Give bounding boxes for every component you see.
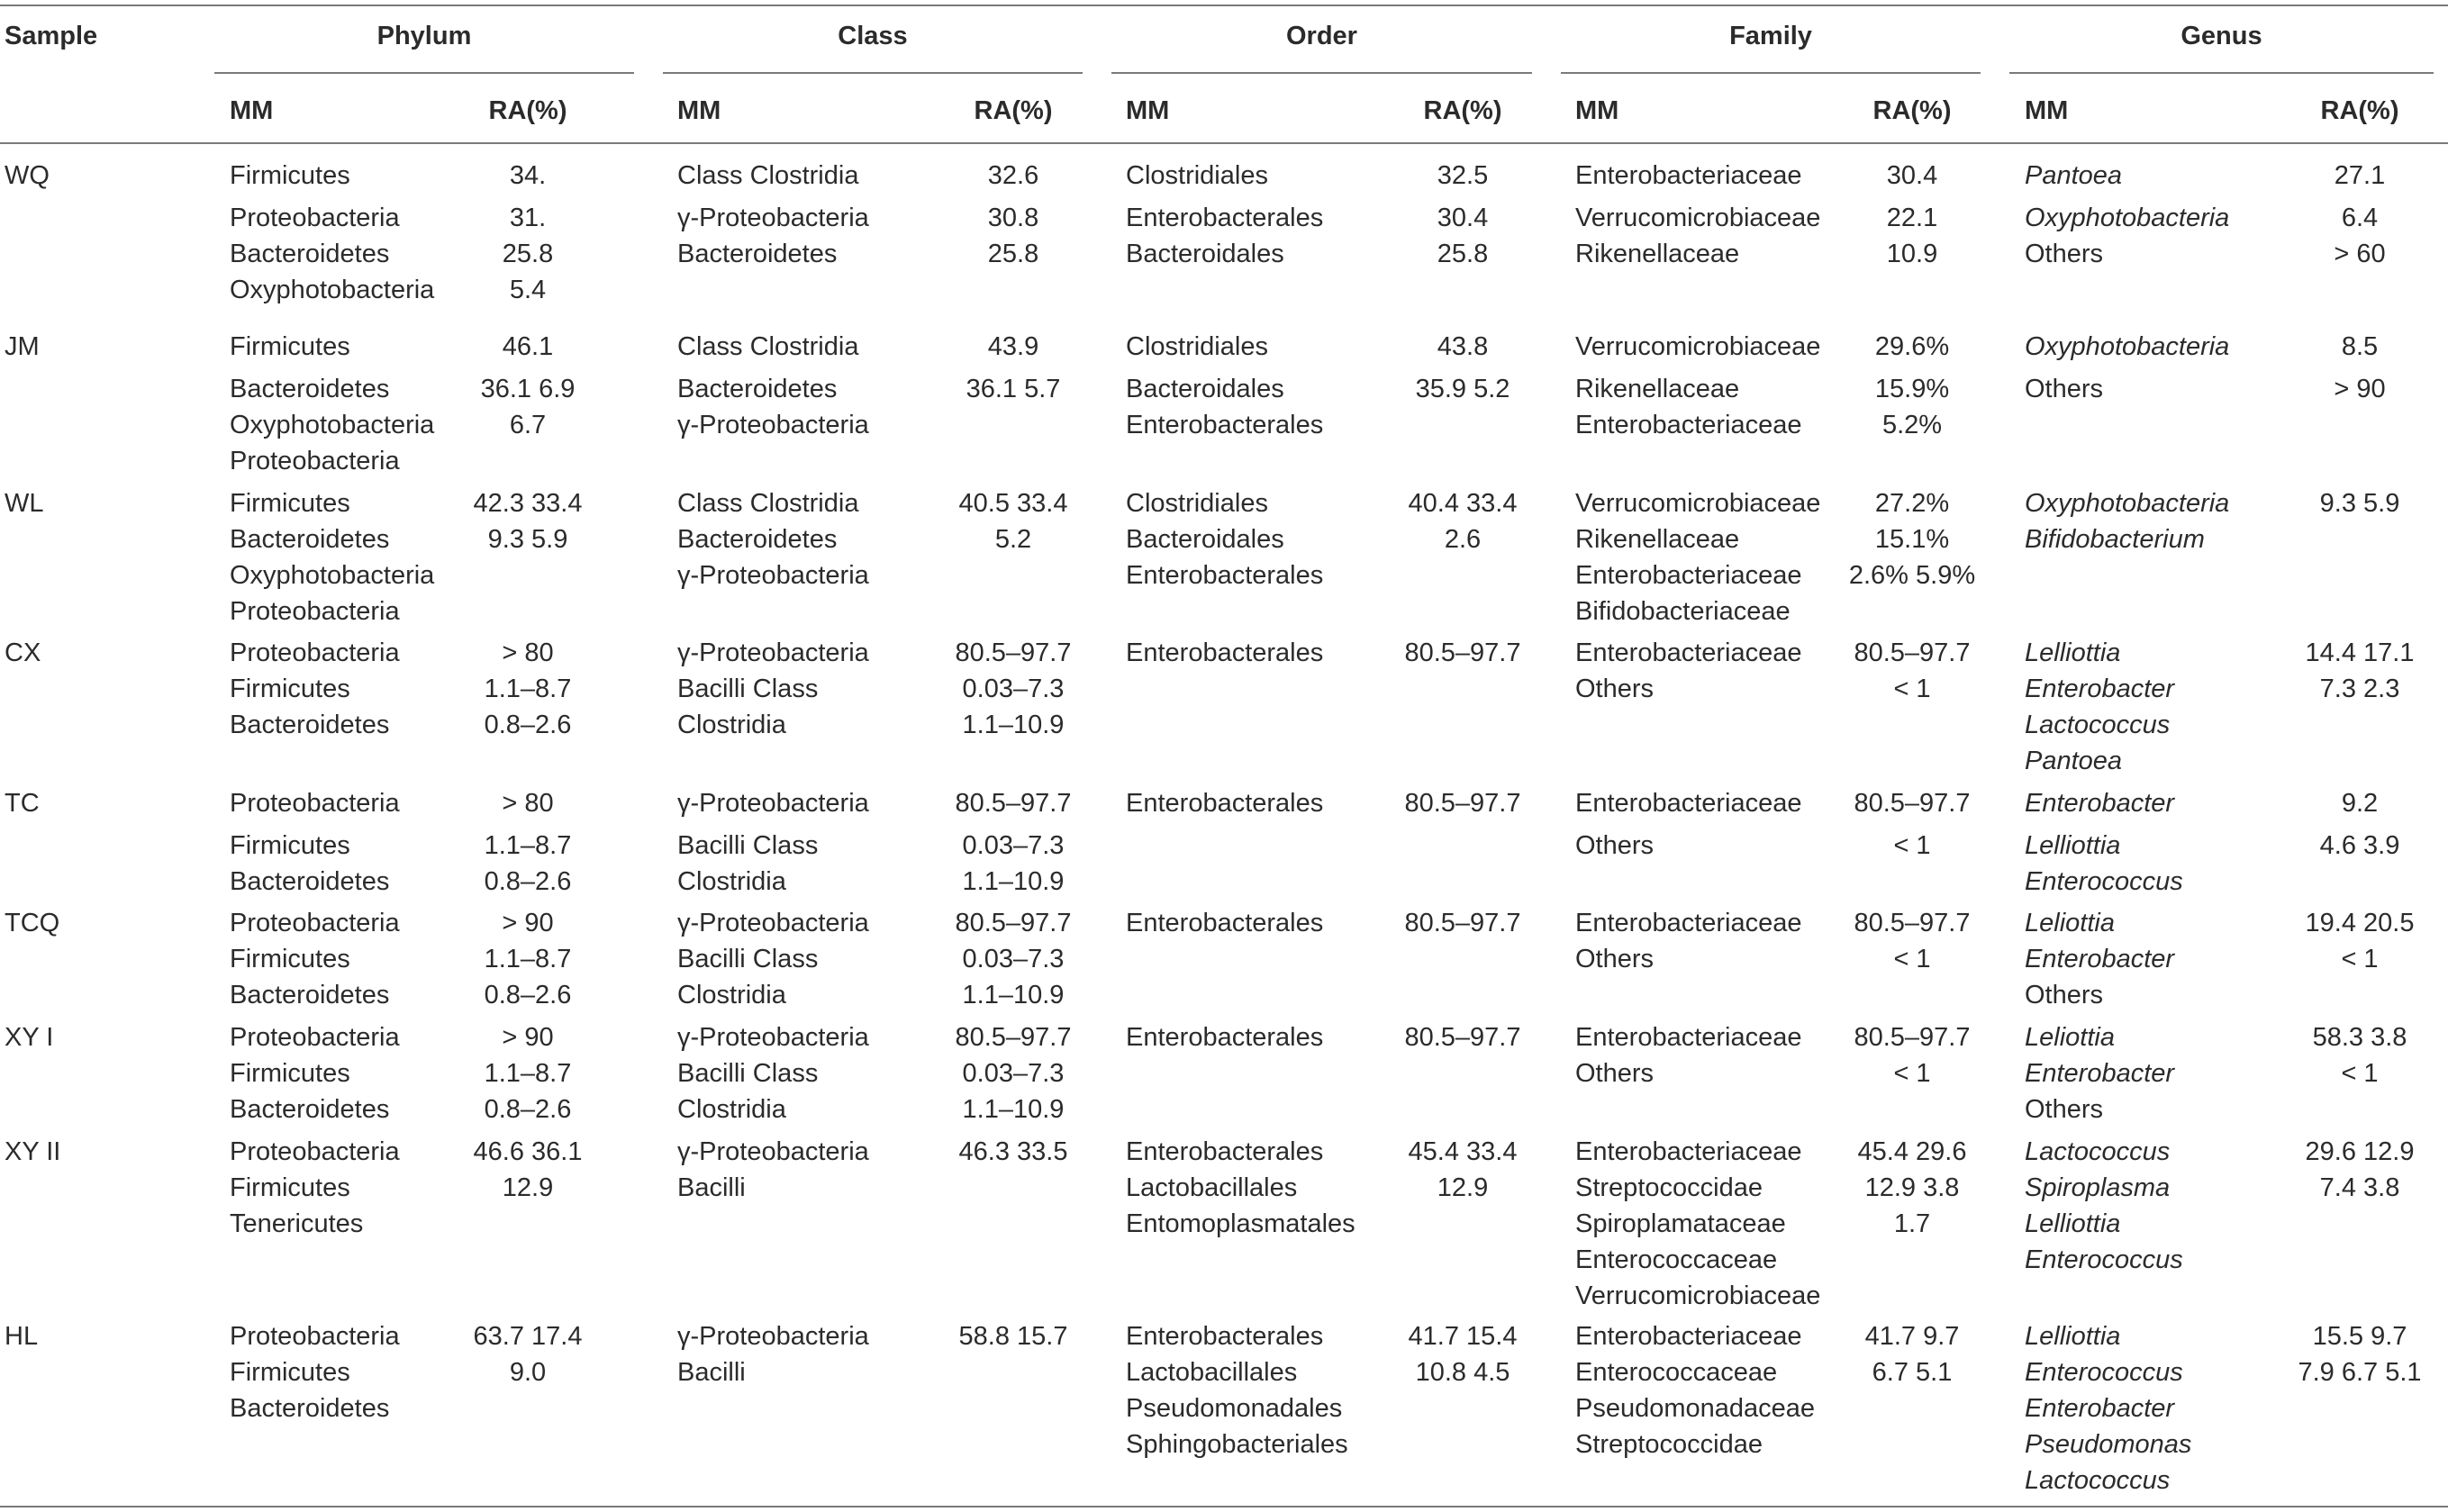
relative-abundance: 10.9	[1886, 240, 1938, 268]
taxon-name: Enterococcaceae	[1575, 1358, 1778, 1387]
taxon-name: Others	[1575, 1059, 1655, 1088]
relative-abundance: 80.5–97.7	[955, 638, 1072, 667]
taxon-name: Oxyphotobacteria	[230, 411, 435, 439]
taxon-name: Streptococcidae	[1575, 1173, 1763, 1202]
level-header: Class	[838, 22, 908, 50]
taxon-name: γ-Proteobacteria	[677, 411, 869, 439]
taxon-name: Firmicutes	[230, 161, 350, 190]
relative-abundance: > 90	[502, 1023, 554, 1052]
taxon-name: Clostridia	[677, 981, 786, 1010]
relative-abundance: 1.7	[1893, 1209, 1931, 1238]
taxon-name: Enterococcus	[2025, 867, 2183, 896]
relative-abundance: 9.3 5.9	[487, 525, 568, 554]
taxon-name: Enterobacter	[2025, 675, 2175, 703]
relative-abundance: 1.1–10.9	[962, 711, 1065, 739]
taxon-name: Leliottia	[2025, 1023, 2115, 1052]
relative-abundance: 80.5–97.7	[1404, 1023, 1521, 1052]
relative-abundance: 63.7 17.4	[473, 1322, 583, 1351]
taxon-name: Proteobacteria	[230, 638, 400, 667]
taxon-name: Others	[1575, 675, 1655, 703]
relative-abundance: 0.8–2.6	[484, 981, 572, 1010]
taxon-name: Bacteroidetes	[230, 375, 390, 403]
taxon-name: Others	[2025, 375, 2104, 403]
taxon-name: Firmicutes	[230, 1173, 350, 1202]
relative-abundance: 25.8	[987, 240, 1039, 268]
relative-abundance: 80.5–97.7	[955, 909, 1072, 937]
relative-abundance: 58.8 15.7	[958, 1322, 1068, 1351]
relative-abundance: 1.1–8.7	[484, 675, 572, 703]
relative-abundance: 1.1–8.7	[484, 831, 572, 860]
taxon-name: Bacilli Class	[677, 675, 819, 703]
taxon-name: Bacilli Class	[677, 831, 819, 860]
sample-label: WL	[5, 489, 44, 518]
taxon-name: Bacteroidetes	[230, 711, 390, 739]
taxon-name: Class Clostridia	[677, 161, 859, 190]
taxon-name: Enterobacteriaceae	[1575, 638, 1802, 667]
relative-abundance: 25.8	[502, 240, 554, 268]
taxon-name: Lactococcus	[2025, 711, 2171, 739]
relative-abundance: 32.5	[1437, 161, 1489, 190]
relative-abundance: 7.9 6.7 5.1	[2298, 1358, 2422, 1387]
relative-abundance: < 1	[2341, 945, 2379, 973]
taxon-name: Lactobacillales	[1126, 1173, 1298, 1202]
taxon-name: Tenericutes	[230, 1209, 364, 1238]
relative-abundance: < 1	[1893, 831, 1931, 860]
relative-abundance: 80.5–97.7	[955, 1023, 1072, 1052]
taxon-name: Leliottia	[2025, 909, 2115, 937]
relative-abundance: 29.6%	[1874, 332, 1950, 361]
relative-abundance: 6.7	[509, 411, 547, 439]
taxon-name: Verrucomicrobiaceae	[1575, 489, 1821, 518]
relative-abundance: 41.7 15.4	[1408, 1322, 1518, 1351]
level-underline	[1111, 72, 1532, 74]
taxon-name: Oxyphotobacteria	[2025, 332, 2230, 361]
relative-abundance: 43.9	[987, 332, 1039, 361]
relative-abundance: 58.3 3.8	[2312, 1023, 2407, 1052]
level-header: Family	[1729, 22, 1812, 50]
taxon-name: Enterobacteriaceae	[1575, 411, 1802, 439]
relative-abundance: 9.0	[509, 1358, 547, 1387]
relative-abundance: 35.9 5.2	[1415, 375, 1510, 403]
relative-abundance: 10.8 4.5	[1415, 1358, 1510, 1387]
relative-abundance: 5.2	[994, 525, 1032, 554]
taxon-name: Bacteroidetes	[230, 525, 390, 554]
taxon-name: Lelliottia	[2025, 638, 2121, 667]
relative-abundance: 30.8	[987, 204, 1039, 232]
relative-abundance: 12.9 3.8	[1864, 1173, 1960, 1202]
sample-label: XY I	[5, 1023, 54, 1052]
taxon-name: Clostridiales	[1126, 161, 1268, 190]
taxon-name: Proteobacteria	[230, 204, 400, 232]
taxon-name: Firmicutes	[230, 332, 350, 361]
taxon-name: Rikenellaceae	[1575, 240, 1740, 268]
taxon-name: Oxyphotobacteria	[230, 561, 435, 590]
relative-abundance: 30.4	[1437, 204, 1489, 232]
sample-label: WQ	[5, 161, 50, 190]
relative-abundance: 12.9	[502, 1173, 554, 1202]
taxon-name: Firmicutes	[230, 489, 350, 518]
relative-abundance: 30.4	[1886, 161, 1938, 190]
taxon-name: Bacteroidetes	[677, 375, 838, 403]
mm-header: MM	[2025, 96, 2069, 125]
relative-abundance: 0.8–2.6	[484, 711, 572, 739]
taxon-name: Streptococcidae	[1575, 1430, 1763, 1459]
relative-abundance: 80.5–97.7	[1854, 1023, 1971, 1052]
relative-abundance: 80.5–97.7	[1404, 638, 1521, 667]
taxon-name: Clostridiales	[1126, 332, 1268, 361]
taxon-name: Proteobacteria	[230, 1137, 400, 1166]
taxon-name: Enterobacterales	[1126, 789, 1324, 818]
taxon-name: γ-Proteobacteria	[677, 1137, 869, 1166]
relative-abundance: 29.6 12.9	[2305, 1137, 2415, 1166]
taxon-name: Enterobacterales	[1126, 1322, 1324, 1351]
taxon-name: Enterobacteriaceae	[1575, 161, 1802, 190]
taxon-name: Enterobacteriaceae	[1575, 1322, 1802, 1351]
taxon-name: Proteobacteria	[230, 597, 400, 626]
taxon-name: Oxyphotobacteria	[2025, 204, 2230, 232]
taxon-name: Bacteroidetes	[230, 240, 390, 268]
taxon-name: Sphingobacteriales	[1126, 1430, 1348, 1459]
relative-abundance: 2.6% 5.9%	[1848, 561, 1976, 590]
relative-abundance: 9.2	[2341, 789, 2379, 818]
relative-abundance: 0.8–2.6	[484, 1095, 572, 1124]
taxon-name: Bifidobacterium	[2025, 525, 2205, 554]
taxon-name: Pseudomonadaceae	[1575, 1394, 1816, 1423]
ra-header: RA(%)	[488, 96, 567, 125]
taxon-name: Spiroplamataceae	[1575, 1209, 1786, 1238]
taxon-name: Enterobacterales	[1126, 1137, 1324, 1166]
taxon-name: Spiroplasma	[2025, 1173, 2171, 1202]
taxon-name: Enterobacteriaceae	[1575, 561, 1802, 590]
taxon-name: Clostridia	[677, 711, 786, 739]
relative-abundance: 40.4 33.4	[1408, 489, 1518, 518]
relative-abundance: 46.3 33.5	[958, 1137, 1068, 1166]
sample-label: HL	[5, 1322, 39, 1351]
relative-abundance: < 1	[1893, 1059, 1931, 1088]
taxon-name: Clostridia	[677, 867, 786, 896]
taxon-name: γ-Proteobacteria	[677, 561, 869, 590]
taxon-name: Bacteroidetes	[230, 1394, 390, 1423]
taxon-name: Enterobacterales	[1126, 204, 1324, 232]
taxon-name: Pseudomonadales	[1126, 1394, 1343, 1423]
taxon-name: Others	[1575, 831, 1655, 860]
taxon-name: Bacilli	[677, 1358, 746, 1387]
taxon-name: Pantoea	[2025, 161, 2123, 190]
relative-abundance: 36.1 5.7	[966, 375, 1061, 403]
taxon-name: Bacteroidales	[1126, 375, 1284, 403]
taxon-name: Class Clostridia	[677, 332, 859, 361]
mm-header: MM	[677, 96, 721, 125]
relative-abundance: 40.5 33.4	[958, 489, 1068, 518]
taxon-name: Bifidobacteriaceae	[1575, 597, 1791, 626]
taxon-name: Verrucomicrobiaceae	[1575, 204, 1821, 232]
taxon-name: Lelliottia	[2025, 1322, 2121, 1351]
relative-abundance: 19.4 20.5	[2305, 909, 2415, 937]
relative-abundance: 5.4	[509, 276, 547, 304]
taxon-name: Rikenellaceae	[1575, 525, 1740, 554]
taxon-name: Enterobacteriaceae	[1575, 1137, 1802, 1166]
taxon-name: Lelliottia	[2025, 1209, 2121, 1238]
taxon-name: Bacteroidales	[1126, 240, 1284, 268]
relative-abundance: 27.1	[2334, 161, 2386, 190]
relative-abundance: 46.6 36.1	[473, 1137, 583, 1166]
relative-abundance: > 60	[2334, 240, 2386, 268]
taxon-name: Proteobacteria	[230, 1322, 400, 1351]
taxon-name: Enterococcus	[2025, 1358, 2183, 1387]
relative-abundance: 15.5 9.7	[2312, 1322, 2407, 1351]
taxon-name: Proteobacteria	[230, 447, 400, 475]
relative-abundance: 31.	[509, 204, 547, 232]
taxon-name: Lactococcus	[2025, 1137, 2171, 1166]
taxon-name: Enterobacteriaceae	[1575, 909, 1802, 937]
relative-abundance: 2.6	[1444, 525, 1482, 554]
taxon-name: Bacteroidetes	[230, 981, 390, 1010]
taxon-name: γ-Proteobacteria	[677, 789, 869, 818]
taxon-name: γ-Proteobacteria	[677, 638, 869, 667]
sample-label: XY II	[5, 1137, 61, 1166]
relative-abundance: > 80	[502, 789, 554, 818]
relative-abundance: 41.7 9.7	[1864, 1322, 1960, 1351]
relative-abundance: 0.03–7.3	[962, 945, 1065, 973]
ra-header: RA(%)	[1872, 96, 1952, 125]
relative-abundance: < 1	[2341, 1059, 2379, 1088]
taxon-name: Pantoea	[2025, 747, 2123, 775]
relative-abundance: 0.03–7.3	[962, 831, 1065, 860]
taxon-name: Enterococcaceae	[1575, 1245, 1778, 1274]
taxon-name: Proteobacteria	[230, 789, 400, 818]
taxon-name: Enterobacterales	[1126, 561, 1324, 590]
relative-abundance: 80.5–97.7	[1854, 638, 1971, 667]
relative-abundance: 25.8	[1437, 240, 1489, 268]
taxon-name: Oxyphotobacteria	[2025, 489, 2230, 518]
taxon-name: Enterobacterales	[1126, 638, 1324, 667]
relative-abundance: 80.5–97.7	[1404, 909, 1521, 937]
relative-abundance: 80.5–97.7	[1854, 909, 1971, 937]
relative-abundance: 46.1	[502, 332, 554, 361]
level-underline	[214, 72, 634, 74]
ra-header: RA(%)	[2320, 96, 2399, 125]
level-header: Genus	[2181, 22, 2262, 50]
relative-abundance: 36.1 6.9	[480, 375, 576, 403]
relative-abundance: 22.1	[1886, 204, 1938, 232]
relative-abundance: 15.1%	[1874, 525, 1950, 554]
relative-abundance: 4.6 3.9	[2319, 831, 2400, 860]
relative-abundance: 80.5–97.7	[1404, 789, 1521, 818]
relative-abundance: < 1	[1893, 675, 1931, 703]
taxon-name: Enterobacter	[2025, 789, 2175, 818]
relative-abundance: 45.4 29.6	[1857, 1137, 1967, 1166]
taxon-name: Others	[2025, 981, 2104, 1010]
relative-abundance: 14.4 17.1	[2305, 638, 2415, 667]
taxon-name: Lelliottia	[2025, 831, 2121, 860]
taxon-name: Proteobacteria	[230, 909, 400, 937]
relative-abundance: 7.4 3.8	[2319, 1173, 2400, 1202]
sample-header: Sample	[5, 22, 98, 50]
taxon-name: Firmicutes	[230, 1358, 350, 1387]
taxon-name: Oxyphotobacteria	[230, 276, 435, 304]
taxon-name: Enterococcus	[2025, 1245, 2183, 1274]
taxon-name: Bacteroidetes	[677, 240, 838, 268]
mm-header: MM	[1126, 96, 1170, 125]
taxon-name: Enterobacteriaceae	[1575, 1023, 1802, 1052]
taxon-name: Firmicutes	[230, 1059, 350, 1088]
taxon-name: Others	[2025, 1095, 2104, 1124]
taxon-name: Others	[2025, 240, 2104, 268]
taxon-name: γ-Proteobacteria	[677, 1023, 869, 1052]
relative-abundance: 0.03–7.3	[962, 1059, 1065, 1088]
relative-abundance: 1.1–10.9	[962, 981, 1065, 1010]
taxon-name: Clostridiales	[1126, 489, 1268, 518]
relative-abundance: 1.1–10.9	[962, 1095, 1065, 1124]
relative-abundance: 9.3 5.9	[2319, 489, 2400, 518]
taxon-name: Bacteroidetes	[230, 1095, 390, 1124]
sample-label: TCQ	[5, 909, 60, 937]
relative-abundance: 8.5	[2341, 332, 2379, 361]
taxon-name: Bacteroidetes	[677, 525, 838, 554]
ra-header: RA(%)	[1423, 96, 1502, 125]
taxon-name: Entomoplasmatales	[1126, 1209, 1355, 1238]
relative-abundance: 1.1–8.7	[484, 1059, 572, 1088]
relative-abundance: 42.3 33.4	[473, 489, 583, 518]
relative-abundance: 80.5–97.7	[1854, 789, 1971, 818]
relative-abundance: 5.2%	[1881, 411, 1943, 439]
taxon-name: Proteobacteria	[230, 1023, 400, 1052]
relative-abundance: 6.4	[2341, 204, 2379, 232]
relative-abundance: 6.7 5.1	[1872, 1358, 1953, 1387]
relative-abundance: < 1	[1893, 945, 1931, 973]
relative-abundance: 34.	[509, 161, 547, 190]
relative-abundance: 0.8–2.6	[484, 867, 572, 896]
sample-label: CX	[5, 638, 41, 667]
taxon-name: Pseudomonas	[2025, 1430, 2192, 1459]
taxon-name: Verrucomicrobiaceae	[1575, 1281, 1821, 1310]
taxon-name: Enterobacteriaceae	[1575, 789, 1802, 818]
top-rule	[0, 5, 2448, 6]
sample-label: JM	[5, 332, 40, 361]
taxon-name: Firmicutes	[230, 945, 350, 973]
relative-abundance: 32.6	[987, 161, 1039, 190]
bottom-rule	[0, 1506, 2448, 1507]
taxon-name: Others	[1575, 945, 1655, 973]
level-header: Order	[1286, 22, 1357, 50]
relative-abundance: > 80	[502, 638, 554, 667]
relative-abundance: 27.2%	[1874, 489, 1950, 518]
taxon-name: Verrucomicrobiaceae	[1575, 332, 1821, 361]
relative-abundance: > 90	[2334, 375, 2386, 403]
taxon-name: Enterobacter	[2025, 1394, 2175, 1423]
taxon-name: Bacilli	[677, 1173, 746, 1202]
level-underline	[1561, 72, 1981, 74]
taxon-name: γ-Proteobacteria	[677, 909, 869, 937]
mm-header: MM	[230, 96, 274, 125]
relative-abundance: 1.1–8.7	[484, 945, 572, 973]
taxon-name: Bacteroidales	[1126, 525, 1284, 554]
taxon-name: Rikenellaceae	[1575, 375, 1740, 403]
relative-abundance: 0.03–7.3	[962, 675, 1065, 703]
taxon-name: Enterobacter	[2025, 945, 2175, 973]
sample-label: TC	[5, 789, 40, 818]
relative-abundance: > 90	[502, 909, 554, 937]
mm-header: MM	[1575, 96, 1619, 125]
header-rule	[0, 142, 2448, 144]
taxon-name: Enterobacterales	[1126, 411, 1324, 439]
taxon-name: Firmicutes	[230, 831, 350, 860]
taxon-name: Enterobacterales	[1126, 909, 1324, 937]
relative-abundance: 45.4 33.4	[1408, 1137, 1518, 1166]
ra-header: RA(%)	[974, 96, 1053, 125]
taxon-name: Bacteroidetes	[230, 867, 390, 896]
taxon-name: Lactobacillales	[1126, 1358, 1298, 1387]
relative-abundance: 1.1–10.9	[962, 867, 1065, 896]
relative-abundance: 12.9	[1437, 1173, 1489, 1202]
taxon-name: Bacilli Class	[677, 945, 819, 973]
taxon-name: Class Clostridia	[677, 489, 859, 518]
level-header: Phylum	[376, 22, 472, 50]
relative-abundance: 43.8	[1437, 332, 1489, 361]
taxon-name: Clostridia	[677, 1095, 786, 1124]
taxon-name: γ-Proteobacteria	[677, 1322, 869, 1351]
taxon-name: Enterobacterales	[1126, 1023, 1324, 1052]
level-underline	[663, 72, 1083, 74]
taxon-name: Firmicutes	[230, 675, 350, 703]
taxon-name: γ-Proteobacteria	[677, 204, 869, 232]
relative-abundance: 7.3 2.3	[2319, 675, 2400, 703]
taxon-name: Lactococcus	[2025, 1466, 2171, 1495]
relative-abundance: 15.9%	[1874, 375, 1950, 403]
relative-abundance: 80.5–97.7	[955, 789, 1072, 818]
taxon-name: Bacilli Class	[677, 1059, 819, 1088]
level-underline	[2009, 72, 2434, 74]
taxon-name: Enterobacter	[2025, 1059, 2175, 1088]
